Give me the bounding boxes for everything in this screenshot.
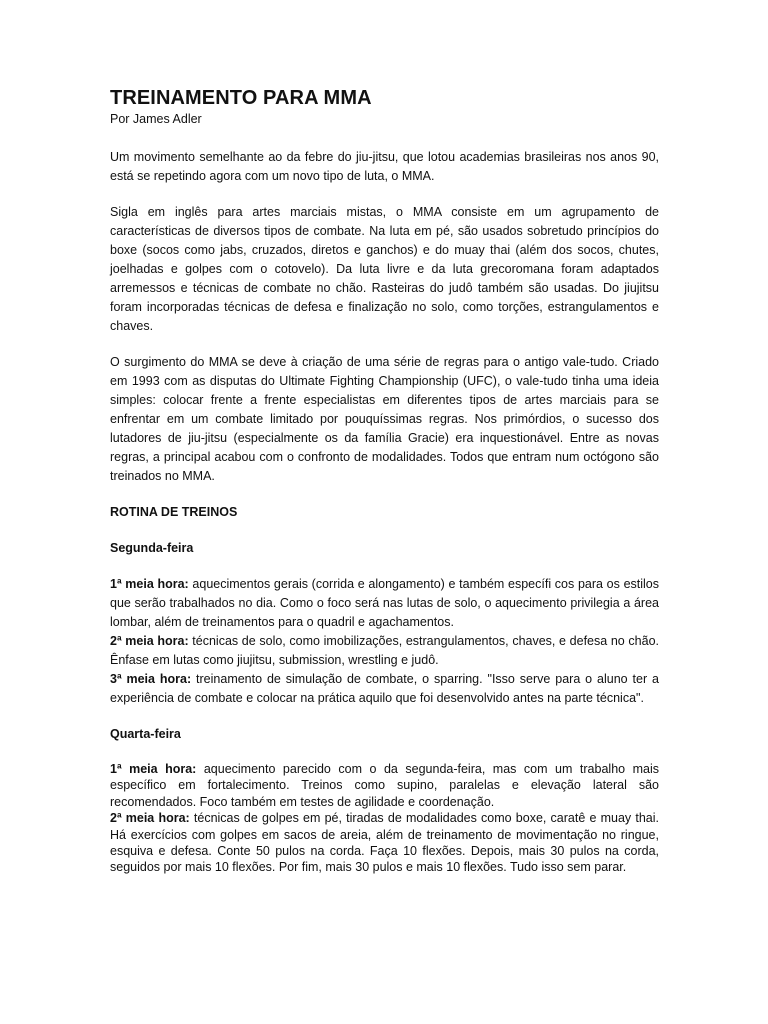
monday-entry-2 xyxy=(110,634,659,667)
wednesday-entry-1 xyxy=(110,762,659,809)
wednesday-entry-1-text: aquecimento parecido com o da segunda-feira, mas com um trabalho mais específico em fortalecimento. Treinos como supino, paralelas e elevação lateral são recomendados. Foco também em testes de agilidade e coordenação. xyxy=(110,762,659,809)
document-title: TREINAMENTO PARA MMA xyxy=(110,87,372,109)
monday-entry-1 xyxy=(110,577,659,629)
monday-schedule xyxy=(110,575,659,708)
wednesday-entry-2-label: 2ª meia hora: xyxy=(110,811,190,826)
definition-paragraph: Sigla em inglês para artes marciais mistas, o MMA consiste em um agrupamento de características de diversos tipos de combate. Na luta em pé, são usados sobretudo princípios do boxe (socos como jabs, cruzados, diretos e ganchos) e do muay thai (além dos socos, chutes, joelhadas e golpes com o cotovelo). Da luta livre e da luta grecoromana foram adaptados arremessos e técnicas de combate no chão. Rasteiras do judô também são usadas. Do jiujitsu foram incorporadas técnicas de defesa e finalização no solo, como torções, estrangulamentos e chaves. xyxy=(110,205,659,333)
wednesday-entry-1-label: 1ª meia hora: xyxy=(110,762,197,776)
monday-entry-1-label: 1ª meia hora: xyxy=(110,577,189,591)
monday-entry-3 xyxy=(110,672,659,705)
history-paragraph: O surgimento do MMA se deve à criação de uma série de regras para o antigo vale-tudo. Criado em 1993 com as disputas do Ultimate Fighting Championship (UFC), o vale-tudo tinha uma ideia simples: colocar frente a frente especialistas em diferentes tipos de artes marciais para se enfrentar em um combate limitado por pouquíssimas regras. Nos primórdios, o sucesso dos lutadores de jiu-jitsu (especialmente os da família Gracie) era inquestionável. Entre as novas regras, a principal acabou com o confronto de modalidades. Todos que entram num octógono são treinados no MMA. xyxy=(110,355,659,483)
intro-paragraph: Um movimento semelhante ao da febre do jiu-jitsu, que lotou academias brasileiras nos anos 90, está se repetindo agora com um novo tipo de luta, o MMA. xyxy=(110,150,659,183)
wednesday-entry-2-text: técnicas de golpes em pé, tiradas de modalidades como boxe, caratê e muay thai. Há exercícios com golpes em sacos de areia, além de treinamento de movimentação no ringue, esquiva e defesa. Conte 50 pulos na corda. Faça 10 flexões. Depois, mais 30 pulos na corda, seguidos por mais 10 flexões. Por fim, mais 30 pulos e mais 10 flexões. Tudo isso sem parar. xyxy=(110,811,660,875)
monday-entry-2-label: 2ª meia hora: xyxy=(110,634,189,648)
wednesday-schedule xyxy=(110,761,659,876)
monday-heading: Segunda-feira xyxy=(110,541,194,555)
wednesday-entry-2 xyxy=(110,811,659,874)
routine-heading: ROTINA DE TREINOS xyxy=(110,505,238,519)
monday-entry-1-text: aquecimentos gerais (corrida e alongamento) e também específi cos para os estilos que serão trabalhados no dia. Como o foco será nas lutas de solo, o aquecimento privilegia a área lombar, além de treinamentos para o quadril e agachamentos. xyxy=(110,577,659,629)
monday-entry-3-text: treinamento de simulação de combate, o sparring. "Isso serve para o aluno ter a experiência de combate e colocar na prática aquilo que foi desenvolvido antes na parte técnica". xyxy=(110,672,659,705)
author-byline: Por James Adler xyxy=(110,112,202,126)
wednesday-entries-text xyxy=(110,761,659,876)
monday-entries-text xyxy=(110,575,659,708)
wednesday-heading: Quarta-feira xyxy=(110,727,181,741)
monday-entry-2-text: técnicas de solo, como imobilizações, estrangulamentos, chaves, e defesa no chão. Ênfase em lutas como jiujitsu, submission, wrestling e judô. xyxy=(110,634,659,667)
monday-entry-3-label: 3ª meia hora: xyxy=(110,672,192,686)
